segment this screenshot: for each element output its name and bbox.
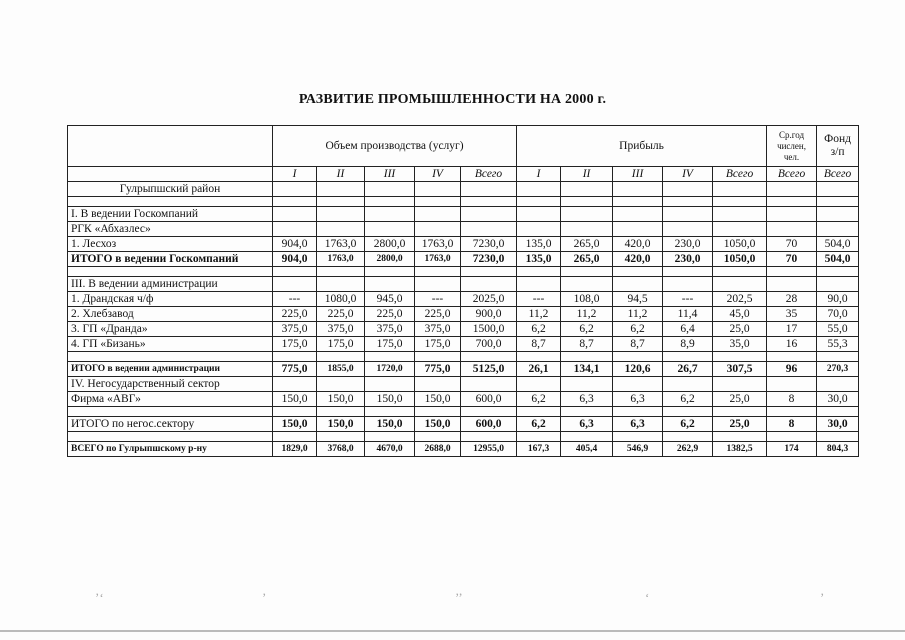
- value-cell: 11,2: [517, 307, 561, 322]
- value-cell: 230,0: [663, 237, 713, 252]
- value-cell: 6,2: [561, 322, 613, 337]
- value-cell: 230,0: [663, 252, 713, 267]
- value-cell: 1382,5: [713, 442, 767, 457]
- quarter-header: II: [561, 167, 613, 182]
- value-cell: 6,3: [561, 392, 613, 407]
- header-row-groups: [68, 126, 859, 167]
- value-cell: 270,3: [817, 362, 859, 377]
- value-cell: 775,0: [415, 362, 461, 377]
- value-cell: 2688,0: [415, 442, 461, 457]
- section-label: РГК «Абхазлес»: [68, 222, 273, 237]
- value-cell: 6,2: [663, 417, 713, 432]
- table-row: [68, 252, 859, 267]
- page-edge-line: [0, 630, 905, 632]
- value-cell: 804,3: [817, 442, 859, 457]
- value-cell: 150,0: [415, 417, 461, 432]
- value-cell: 26,1: [517, 362, 561, 377]
- quarter-header: III: [613, 167, 663, 182]
- value-cell: 1500,0: [461, 322, 517, 337]
- value-cell: 1050,0: [713, 237, 767, 252]
- value-cell: 134,1: [561, 362, 613, 377]
- value-cell: 45,0: [713, 307, 767, 322]
- value-cell: 265,0: [561, 252, 613, 267]
- value-cell: 6,2: [517, 392, 561, 407]
- corner-cell: [68, 126, 273, 167]
- value-cell: 1763,0: [317, 252, 365, 267]
- value-cell: 175,0: [365, 337, 415, 352]
- value-cell: 3768,0: [317, 442, 365, 457]
- value-cell: 90,0: [817, 292, 859, 307]
- value-cell: 8,7: [561, 337, 613, 352]
- value-cell: 375,0: [317, 322, 365, 337]
- value-cell: 262,9: [663, 442, 713, 457]
- profit-header: Прибыль: [517, 126, 767, 167]
- value-cell: 4670,0: [365, 442, 415, 457]
- row-name: 4. ГП «Бизань»: [68, 337, 273, 352]
- value-cell: 420,0: [613, 252, 663, 267]
- value-cell: 904,0: [273, 237, 317, 252]
- value-cell: 55,0: [817, 322, 859, 337]
- table-row: [68, 362, 859, 377]
- value-cell: 96: [767, 362, 817, 377]
- value-cell: 8,9: [663, 337, 713, 352]
- value-cell: 70: [767, 237, 817, 252]
- corner-cell: [68, 167, 273, 182]
- value-cell: 70,0: [817, 307, 859, 322]
- page-scan-marks: ’‘ ’ ’’ ‘ ’: [95, 590, 825, 605]
- value-cell: 150,0: [317, 392, 365, 407]
- value-cell: 25,0: [713, 322, 767, 337]
- value-cell: 945,0: [365, 292, 415, 307]
- total-header: Всего: [767, 167, 817, 182]
- table-row: [68, 237, 859, 252]
- value-cell: 35,0: [713, 337, 767, 352]
- value-cell: 1855,0: [317, 362, 365, 377]
- value-cell: 26,7: [663, 362, 713, 377]
- value-cell: 1763,0: [415, 237, 461, 252]
- value-cell: 7230,0: [461, 237, 517, 252]
- value-cell: 307,5: [713, 362, 767, 377]
- row-name: ИТОГО в ведении Госкомпаний: [68, 252, 273, 267]
- value-cell: 167,3: [517, 442, 561, 457]
- value-cell: 150,0: [415, 392, 461, 407]
- volume-header: Объем производства (услуг): [273, 126, 517, 167]
- value-cell: 2800,0: [365, 237, 415, 252]
- section-label: IV. Негосударственный сектор: [68, 377, 273, 392]
- value-cell: 900,0: [461, 307, 517, 322]
- district-label: Гулрыпшский район: [68, 182, 273, 197]
- row-name: ИТОГО по негос.сектору: [68, 417, 273, 432]
- table-row: [68, 392, 859, 407]
- value-cell: 1763,0: [415, 252, 461, 267]
- table-row: [68, 337, 859, 352]
- value-cell: 12955,0: [461, 442, 517, 457]
- value-cell: 28: [767, 292, 817, 307]
- value-cell: ---: [663, 292, 713, 307]
- value-cell: 6,2: [517, 322, 561, 337]
- row-name: Фирма «АВГ»: [68, 392, 273, 407]
- value-cell: 150,0: [273, 392, 317, 407]
- row-name: 1. Лесхоз: [68, 237, 273, 252]
- value-cell: 1720,0: [365, 362, 415, 377]
- value-cell: 135,0: [517, 252, 561, 267]
- value-cell: 2025,0: [461, 292, 517, 307]
- row-name: 3. ГП «Дранда»: [68, 322, 273, 337]
- value-cell: ---: [517, 292, 561, 307]
- value-cell: 135,0: [517, 237, 561, 252]
- quarter-header: Всего: [713, 167, 767, 182]
- value-cell: 225,0: [415, 307, 461, 322]
- value-cell: 25,0: [713, 417, 767, 432]
- value-cell: ---: [273, 292, 317, 307]
- value-cell: 265,0: [561, 237, 613, 252]
- section-row: [68, 277, 859, 292]
- value-cell: 700,0: [461, 337, 517, 352]
- value-cell: 504,0: [817, 237, 859, 252]
- value-cell: 1763,0: [317, 237, 365, 252]
- quarter-header: I: [517, 167, 561, 182]
- table-row: [68, 292, 859, 307]
- value-cell: 1080,0: [317, 292, 365, 307]
- quarter-header: III: [365, 167, 415, 182]
- value-cell: 150,0: [317, 417, 365, 432]
- fund-header: Фонд з/п: [817, 126, 859, 167]
- value-cell: 174: [767, 442, 817, 457]
- value-cell: 8: [767, 392, 817, 407]
- value-cell: 6,3: [613, 417, 663, 432]
- value-cell: 70: [767, 252, 817, 267]
- section-row: [68, 222, 859, 237]
- industry-table: [67, 125, 859, 457]
- value-cell: 225,0: [273, 307, 317, 322]
- quarter-header: Всего: [461, 167, 517, 182]
- value-cell: 108,0: [561, 292, 613, 307]
- value-cell: 8: [767, 417, 817, 432]
- value-cell: 405,4: [561, 442, 613, 457]
- quarter-header: I: [273, 167, 317, 182]
- value-cell: 775,0: [273, 362, 317, 377]
- value-cell: 8,7: [613, 337, 663, 352]
- section-row: [68, 377, 859, 392]
- value-cell: 6,2: [663, 392, 713, 407]
- district-row: [68, 182, 859, 197]
- value-cell: 600,0: [461, 417, 517, 432]
- value-cell: 504,0: [817, 252, 859, 267]
- value-cell: 1050,0: [713, 252, 767, 267]
- value-cell: 6,2: [613, 322, 663, 337]
- value-cell: 175,0: [273, 337, 317, 352]
- quarter-header: IV: [415, 167, 461, 182]
- value-cell: 202,5: [713, 292, 767, 307]
- row-name: ВСЕГО по Гулрыпшскому р-ну: [68, 442, 273, 457]
- value-cell: 904,0: [273, 252, 317, 267]
- value-cell: 6,3: [561, 417, 613, 432]
- value-cell: 30,0: [817, 392, 859, 407]
- quarter-header: II: [317, 167, 365, 182]
- value-cell: 17: [767, 322, 817, 337]
- value-cell: 150,0: [365, 392, 415, 407]
- value-cell: 225,0: [365, 307, 415, 322]
- value-cell: 35: [767, 307, 817, 322]
- table-row: [68, 307, 859, 322]
- value-cell: 175,0: [317, 337, 365, 352]
- section-label: III. В ведении администрации: [68, 277, 273, 292]
- value-cell: 94,5: [613, 292, 663, 307]
- value-cell: 6,3: [613, 392, 663, 407]
- row-name: 2. Хлебзавод: [68, 307, 273, 322]
- value-cell: 150,0: [273, 417, 317, 432]
- value-cell: 2800,0: [365, 252, 415, 267]
- value-cell: 120,6: [613, 362, 663, 377]
- value-cell: 30,0: [817, 417, 859, 432]
- row-name: 1. Драндская ч/ф: [68, 292, 273, 307]
- value-cell: 7230,0: [461, 252, 517, 267]
- value-cell: 6,4: [663, 322, 713, 337]
- table-row: [68, 417, 859, 432]
- total-header: Всего: [817, 167, 859, 182]
- value-cell: 8,7: [517, 337, 561, 352]
- section-label: I. В ведении Госкомпаний: [68, 207, 273, 222]
- section-row: [68, 207, 859, 222]
- value-cell: 375,0: [273, 322, 317, 337]
- value-cell: 175,0: [415, 337, 461, 352]
- value-cell: 11,2: [561, 307, 613, 322]
- value-cell: 55,3: [817, 337, 859, 352]
- headcount-header: Ср.год числен, чел.: [767, 126, 817, 167]
- value-cell: 16: [767, 337, 817, 352]
- value-cell: 5125,0: [461, 362, 517, 377]
- value-cell: 11,4: [663, 307, 713, 322]
- value-cell: 375,0: [415, 322, 461, 337]
- value-cell: 420,0: [613, 237, 663, 252]
- quarter-header: IV: [663, 167, 713, 182]
- value-cell: 600,0: [461, 392, 517, 407]
- value-cell: 11,2: [613, 307, 663, 322]
- table-row: [68, 442, 859, 457]
- value-cell: 546,9: [613, 442, 663, 457]
- table-row: [68, 322, 859, 337]
- header-row-quarters: [68, 167, 859, 182]
- value-cell: 375,0: [365, 322, 415, 337]
- value-cell: ---: [415, 292, 461, 307]
- value-cell: 1829,0: [273, 442, 317, 457]
- value-cell: 150,0: [365, 417, 415, 432]
- value-cell: 6,2: [517, 417, 561, 432]
- document-title: РАЗВИТИЕ ПРОМЫШЛЕННОСТИ НА 2000 г.: [298, 92, 607, 107]
- row-name: ИТОГО в ведении администрации: [68, 362, 273, 377]
- value-cell: 25,0: [713, 392, 767, 407]
- value-cell: 225,0: [317, 307, 365, 322]
